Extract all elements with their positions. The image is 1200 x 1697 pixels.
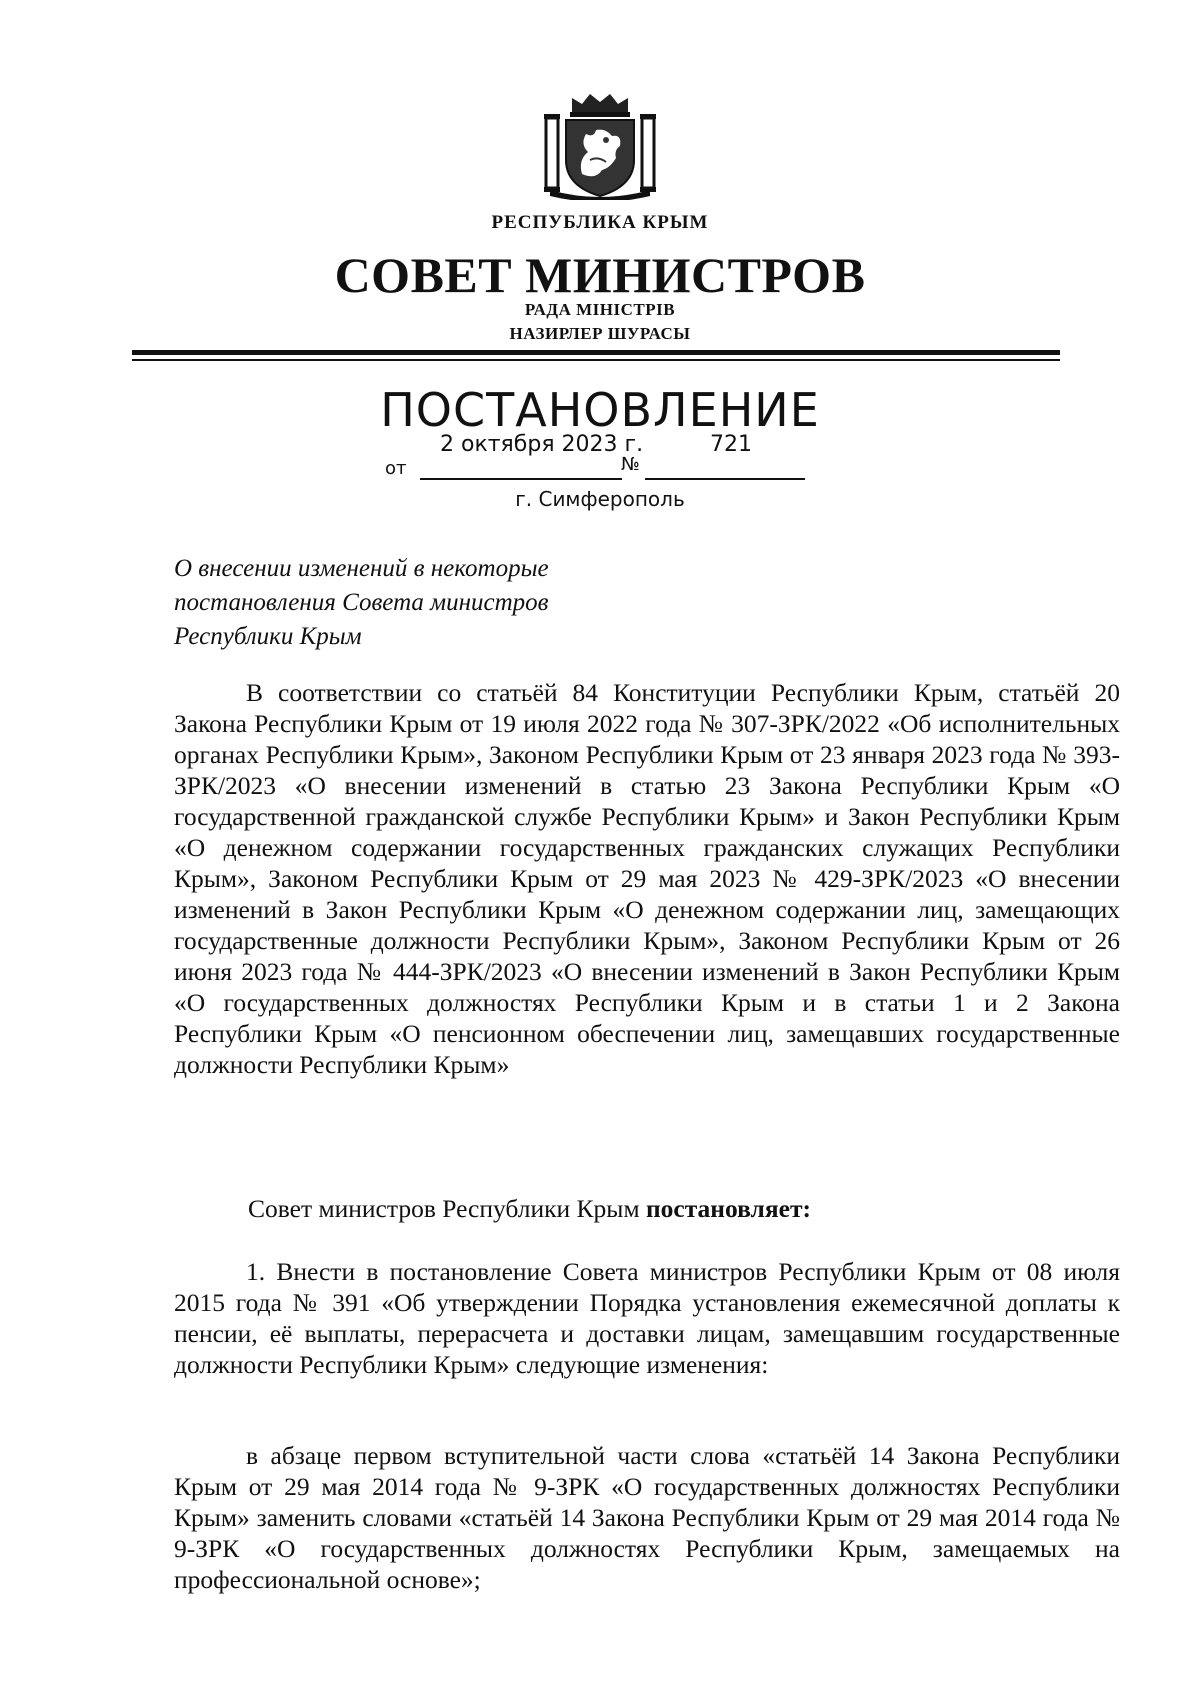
- date-number-line: [0, 432, 1200, 482]
- number-label: №: [621, 454, 640, 475]
- document-number: 721: [710, 432, 752, 457]
- resolves-paragraph: [174, 1193, 1120, 1224]
- header-divider-thick: [132, 350, 1060, 355]
- clause-1-amendment-paragraph: в абзаце первом вступительной части слова «статьёй 14 Закона Республики Крым от 29 мая 2014 года № 9-ЗРК «О государственных должностях Республики Крым» заменить словами «статьёй 14 Закона Республики Крым от 29 мая 2014 года № 9-ЗРК «О государственных должностях Республики Крым, замещаемых на профессиональной основе»;: [174, 1441, 1120, 1594]
- clause-1-paragraph: 1. Внести в постановление Совета министров Республики Крым от 08 июля 2015 года № 391 «Об утверждении Порядка установления ежемесячной доплаты к пенсии, её выплаты, перерасчета и доставки лицам, замещавшим государственные должности Республики Крым» следующие изменения:: [174, 1257, 1120, 1379]
- from-label: от: [385, 458, 407, 479]
- header-divider-thin: [132, 359, 1060, 361]
- subject-line: Республики Крым: [174, 623, 362, 650]
- council-name-ukrainian: РАДА МІНІСТРІВ: [524, 300, 676, 319]
- document-date: 2 октября 2023 г.: [440, 432, 644, 457]
- document-subject: [174, 552, 549, 654]
- resolves-keyword: постановляет:: [645, 1194, 811, 1223]
- number-underline: [645, 478, 805, 480]
- preamble-paragraph: В соответствии со статьёй 84 Конституции Республики Крым, статьёй 20 Закона Республики Крым от 19 июля 2022 года № 307-ЗРК/2022 «Об исполнительных органах Республики Крым», Законом Республики Крым от 23 января 2023 года № 393-ЗРК/2023 «О внесении изменений в статью 23 Закона Республики Крым «О государственной гражданской службе Республики Крым» и Закон Республики Крым «О денежном содержании государственных гражданских служащих Республики Крым», Законом Республики Крым от 29 мая 2023 № 429-ЗРК/2023 «О внесении изменений в Закон Республики Крым «О денежном содержании лиц, замещающих государственные должности Республики Крым», Законом Республики Крым от 26 июня 2023 года № 444-ЗРК/2023 «О внесении изменений в Закон Республики Крым «О государственных должностях Республики Крым и в статьи 1 и 2 Закона Республики Крым «О пенсионном обеспечении лиц, замещавших государственные должности Республики Крым»: [174, 678, 1120, 1079]
- document-type: ПОСТАНОВЛЕНИЕ: [380, 383, 820, 437]
- subject-line: О внесении изменений в некоторые: [174, 555, 549, 582]
- date-underline: [420, 478, 622, 480]
- subject-line: постановления Совета министров: [174, 589, 549, 616]
- council-name-crimean-tatar: НАЗИРЛЕР ШУРАСЫ: [509, 324, 691, 343]
- coat-of-arms-icon: [542, 90, 658, 200]
- document-city: г. Симферополь: [515, 487, 685, 511]
- resolves-lead: Совет министров Республики Крым: [248, 1194, 646, 1223]
- republic-name: РЕСПУБЛИКА КРЫМ: [491, 212, 709, 233]
- council-name: СОВЕТ МИНИСТРОВ: [334, 247, 866, 303]
